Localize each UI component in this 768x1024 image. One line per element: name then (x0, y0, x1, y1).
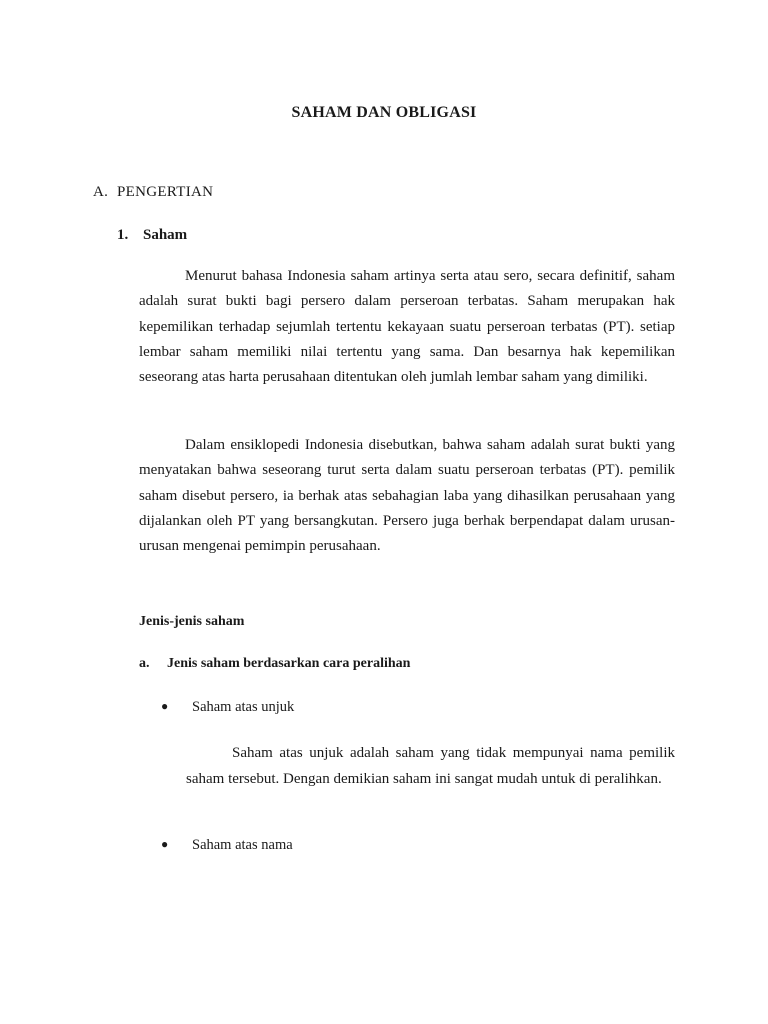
bullet-item-saham-atas-unjuk (161, 699, 294, 716)
jenis-saham-heading: Jenis-jenis saham (139, 614, 245, 629)
sub-heading-label: Jenis saham berdasarkan cara peralihan (167, 656, 411, 671)
section-label: PENGERTIAN (117, 184, 214, 200)
section-heading-pengertian (93, 184, 213, 201)
sub-heading-marker: a. (139, 656, 150, 671)
paragraph-saham-atas-unjuk: Saham atas unjuk adalah saham yang tidak mempunyai nama pemilik saham tersebut. Dengan demikian saham ini sangat mudah untuk di peralihkan. (186, 745, 675, 787)
bullet-item-saham-atas-nama (161, 837, 293, 854)
subsection-label: Saham (143, 227, 188, 243)
paragraph-encyclopedia: Dalam ensiklopedi Indonesia disebutkan, bahwa saham adalah surat bukti yang menyatakan bahwa seseorang turut serta dalam suatu perseroan terbatas (PT). pemilik saham disebut persero, ia berhak atas sebahagian laba yang dihasilkan perusahaan yang dijalankan oleh PT yang bersangkutan. Persero juga berhak berpendapat dalam urusan-urusan mengenai pemimpin perusahaan. (139, 437, 675, 555)
paragraph-definition: Menurut bahasa Indonesia saham artinya serta atau sero, secara definitif, saham adalah surat bukti bagi persero dalam perseroan terbatas. Saham merupakan hak kepemilikan terhadap sejumlah tertentu kekayaan suatu perseroan terbatas (PT). setiap lembar saham memiliki nilai tertentu yang sama. Dan besarnya hak kepemilikan seseorang atas harta perusahaan ditentukan oleh jumlah lembar saham yang dimiliki. (139, 268, 675, 386)
section-marker: A. (93, 184, 109, 200)
subsection-marker: 1. (117, 227, 129, 243)
subsection-heading-saham (117, 227, 187, 244)
bullet-label: Saham atas nama (192, 837, 293, 853)
sub-heading-cara-peralihan (139, 656, 410, 672)
bullet-dot-icon: ● (161, 837, 169, 851)
document-title: SAHAM DAN OBLIGASI (291, 104, 477, 121)
bullet-dot-icon: ● (161, 699, 169, 713)
bullet-label: Saham atas unjuk (192, 699, 295, 715)
